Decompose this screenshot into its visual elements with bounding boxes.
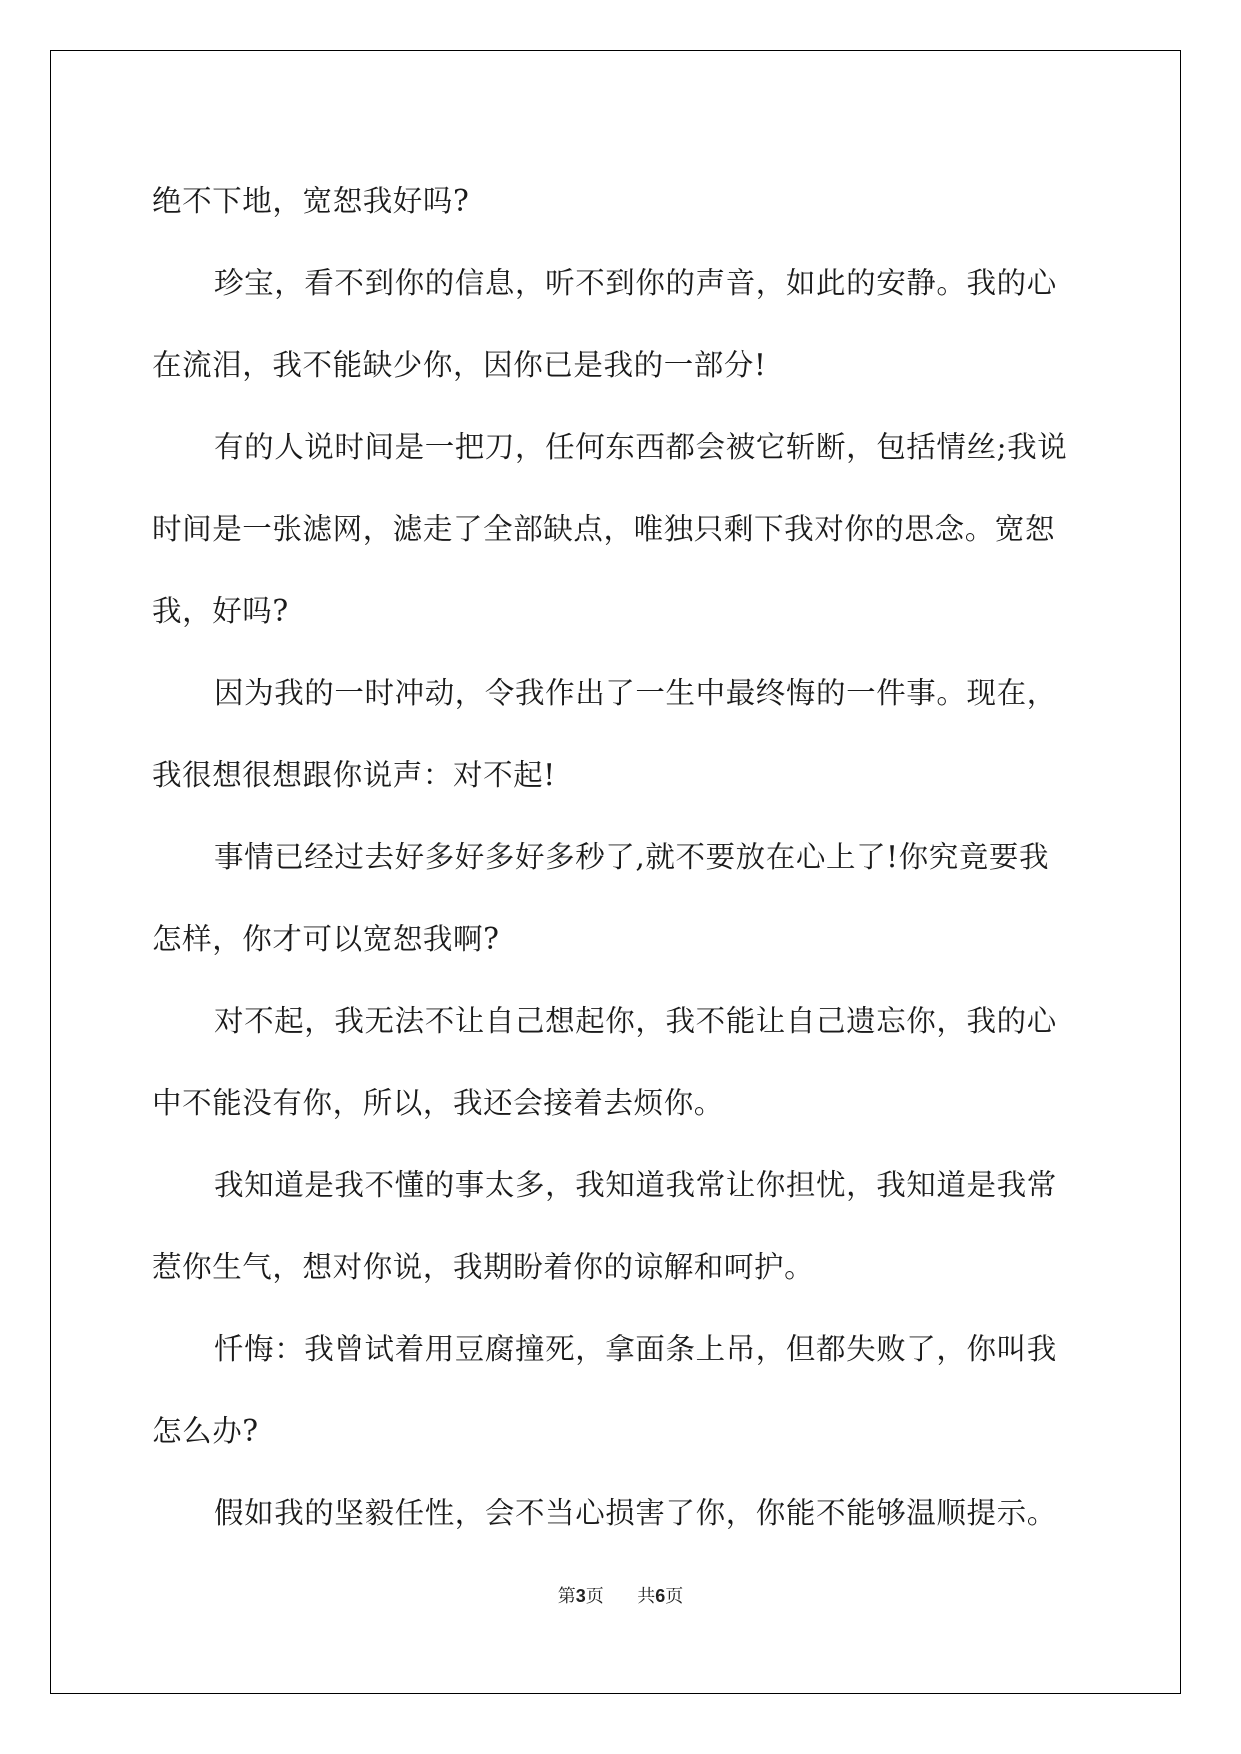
text-line: 我知道是我不懂的事太多，我知道我常让你担忧，我知道是我常 bbox=[214, 1168, 1057, 1202]
text-line: 对不起，我无法不让自己想起你，我不能让自己遗忘你，我的心 bbox=[214, 1004, 1057, 1038]
text-line: 假如我的坚毅任性，会不当心损害了你，你能不能够温顺提示。 bbox=[214, 1496, 1057, 1530]
page-suffix: 页 bbox=[585, 1586, 604, 1607]
text-line: 惹你生气，想对你说，我期盼着你的谅解和呵护。 bbox=[152, 1250, 815, 1284]
page-number bbox=[558, 1586, 610, 1607]
text-line: 时间是一张滤网，滤走了全部缺点，唯独只剩下我对你的思念。宽恕 bbox=[152, 512, 1056, 546]
text-line: 忏悔：我曾试着用豆腐撞死，拿面条上吊，但都失败了，你叫我 bbox=[214, 1332, 1057, 1366]
total-pages-number: 6 bbox=[655, 1586, 666, 1606]
current-page-number: 3 bbox=[575, 1586, 586, 1606]
body-text bbox=[152, 160, 1084, 1554]
text-line: 珍宝，看不到你的信息，听不到你的声音，如此的安静。我的心 bbox=[214, 266, 1057, 300]
text-line: 我，好吗? bbox=[152, 594, 289, 628]
document-body bbox=[152, 160, 1084, 1554]
text-line: 我很想很想跟你说声：对不起! bbox=[152, 758, 556, 792]
total-prefix: 共 bbox=[637, 1586, 656, 1607]
text-line: 绝不下地，宽恕我好吗? bbox=[152, 184, 470, 218]
text-line: 怎样，你才可以宽恕我啊? bbox=[152, 922, 500, 956]
page-prefix: 第 bbox=[557, 1586, 576, 1607]
page-footer bbox=[0, 1582, 1241, 1608]
text-line: 怎么办? bbox=[152, 1414, 259, 1448]
text-line: 因为我的一时冲动，令我作出了一生中最终悔的一件事。现在， bbox=[214, 676, 1057, 710]
text-line: 中不能没有你，所以，我还会接着去烦你。 bbox=[152, 1086, 724, 1120]
text-line: 有的人说时间是一把刀，任何东西都会被它斩断，包括情丝;我说 bbox=[214, 430, 1068, 464]
text-line: 事情已经过去好多好多好多秒了,就不要放在心上了!你究竟要我 bbox=[214, 840, 1050, 874]
text-line: 在流泪，我不能缺少你，因你已是我的一部分! bbox=[152, 348, 767, 382]
total-suffix: 页 bbox=[665, 1586, 684, 1607]
total-pages bbox=[637, 1586, 683, 1607]
